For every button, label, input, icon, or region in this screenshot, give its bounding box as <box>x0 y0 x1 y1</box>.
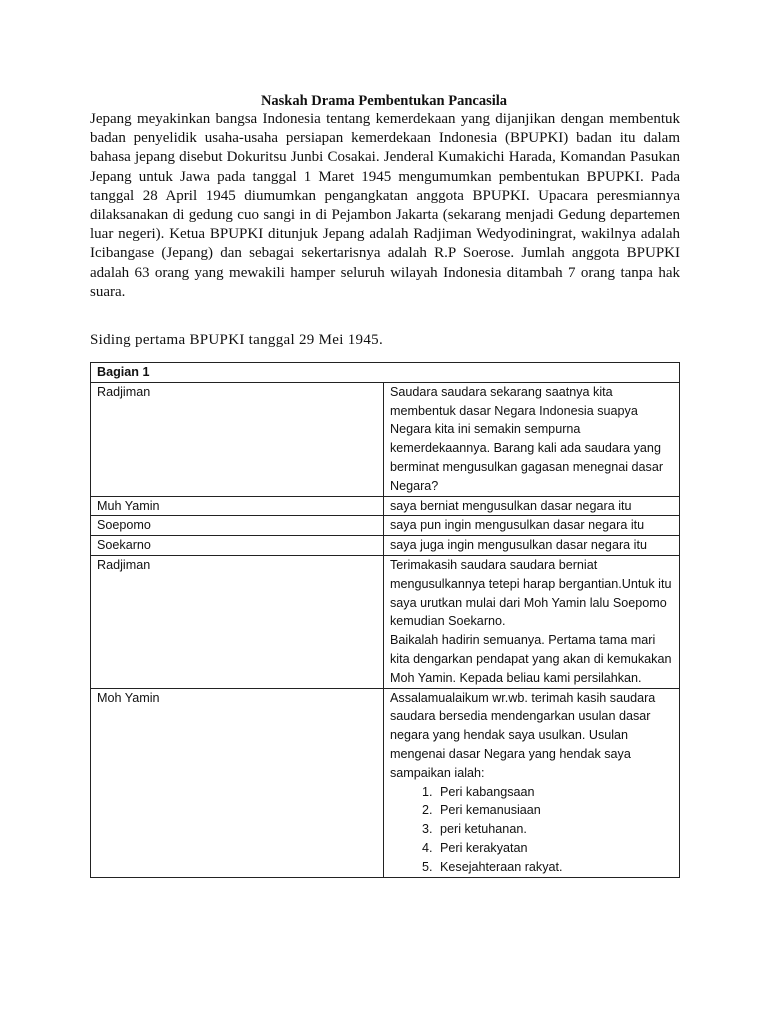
intro-paragraph: Jepang meyakinkan bangsa Indonesia tentang kemerdekaan yang dijanjikan dengan membentuk badan penyelidik usaha-usaha persiapan kemerdekaan Indonesia (BPUPKI) badan itu dalam bahasa jepang disebut Dokuritsu Junbi Cosakai. Jenderal Kumakichi Harada, Komandan Pasukan Jepang untuk Jawa pada tanggal 1 Maret 1945 mengumumkan pembentukan BPUPKI. Pada tanggal 28 April 1945 diumumkan pengangkatan anggota BPUPKI. Upacara peresmiannya dilaksanakan di gedung cuo sangi in di Pejambon Jakarta (sekarang menjadi Gedung departemen luar negeri). Ketua BPUPKI ditunjuk Jepang adalah Radjiman Wedyodiningrat, wakilnya adalah Icibangase (Jepang) dan sebagai sekertarisnya adalah R.P Soerose. Jumlah anggota BPUPKI adalah 63 orang yang mewakili hamper seluruh wilayah Indonesia ditambah 7 orang tanpa hak suara. <box>90 111 680 300</box>
table-row <box>91 555 680 688</box>
list-item: 5. Kesejahteraan rakyat. <box>436 858 673 877</box>
list-item: 2. Peri kemanusiaan <box>436 801 673 820</box>
dialogue-line: Terimakasih saudara saudara berniat mengusulkannya tetepi harap bergantian.Untuk itu saya urutkan mulai dari Moh Yamin lalu Soepomo kemudian Soekarno. <box>390 557 672 629</box>
speaker-cell: Soepomo <box>91 516 384 536</box>
table-row <box>91 496 680 516</box>
dialogue-cell: saya berniat mengusulkan dasar negara itu <box>384 496 680 516</box>
proposal-list <box>390 783 673 877</box>
table-row <box>91 536 680 556</box>
table-row <box>91 382 680 496</box>
dialogue-line: Assalamualaikum wr.wb. terimah kasih saudara saudara bersedia mendengarkan usulan dasar negara yang hendak saya usulkan. Usulan mengenai dasar Negara yang hendak saya sampaikan ialah: <box>390 690 656 780</box>
list-item: 4. Peri kerakyatan <box>436 839 673 858</box>
dialogue-line: Baikalah hadirin semuanya. Pertama tama mari kita dengarkan pendapat yang akan di kemukakan Moh Yamin. Kepada beliau kami persilahkan. <box>390 633 672 685</box>
list-item: 3. peri ketuhanan. <box>436 820 673 839</box>
speaker-cell: Soekarno <box>91 536 384 556</box>
speaker-cell: Radjiman <box>91 555 384 688</box>
speaker-cell: Moh Yamin <box>91 688 384 877</box>
dialogue-cell: saya pun ingin mengusulkan dasar negara itu <box>384 516 680 536</box>
table-row <box>91 516 680 536</box>
dialogue-table <box>90 362 680 878</box>
section-row <box>91 363 680 383</box>
dialogue-cell <box>384 555 680 688</box>
section-label: Bagian 1 <box>91 363 680 383</box>
dialogue-cell <box>384 688 680 877</box>
dialogue-cell: saya juga ingin mengusulkan dasar negara itu <box>384 536 680 556</box>
dialogue-cell: Saudara saudara sekarang saatnya kita membentuk dasar Negara Indonesia suapya Negara kita ini semakin sempurna kemerdekaannya. Barang kali ada saudara yang berminat mengusulkan gagasan menegnai dasar Negara? <box>384 382 680 496</box>
list-item: 1. Peri kabangsaan <box>436 783 673 802</box>
speaker-cell: Radjiman <box>91 382 384 496</box>
table-row <box>91 688 680 877</box>
session-heading: Siding pertama BPUPKI tanggal 29 Mei 1945. <box>90 332 383 348</box>
speaker-cell: Muh Yamin <box>91 496 384 516</box>
document-title: Naskah Drama Pembentukan Pancasila <box>260 93 508 109</box>
